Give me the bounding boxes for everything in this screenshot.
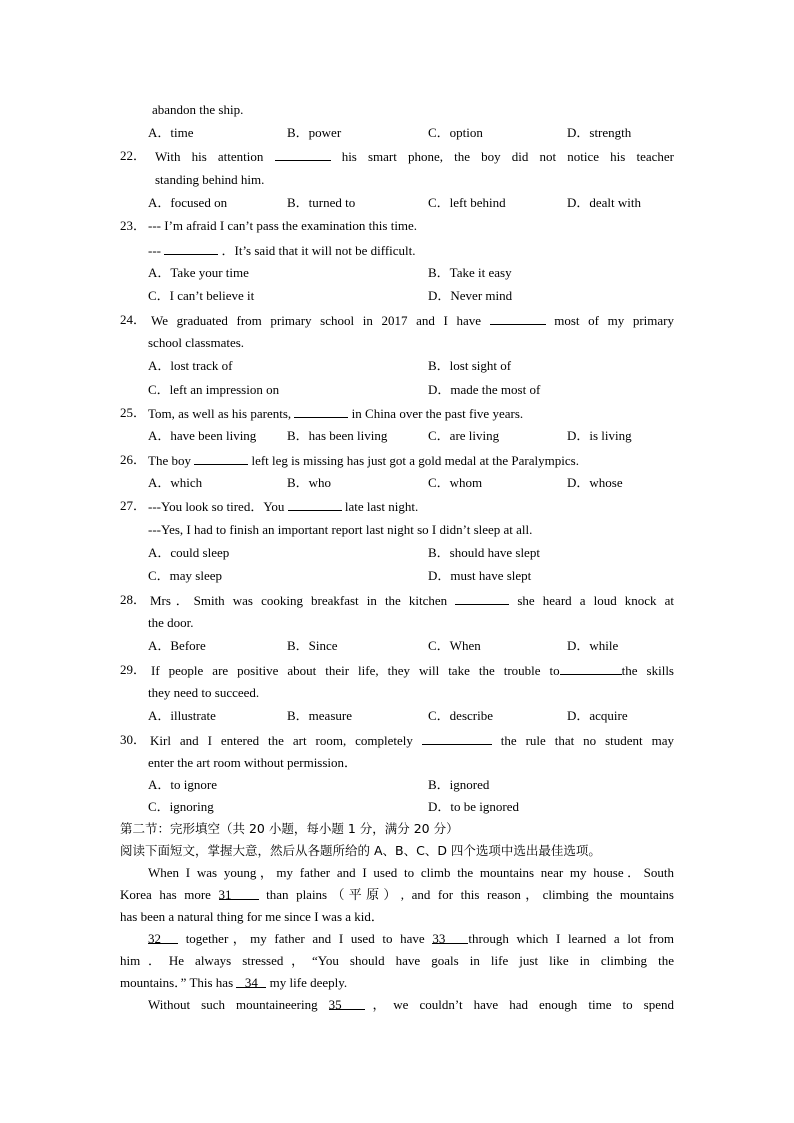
- q21-tail: abandon the ship.: [152, 102, 244, 117]
- q23-option-a: A．Take your time: [148, 265, 249, 280]
- q30-option-a: A．to ignore: [148, 777, 217, 792]
- q30-option-b: B．ignored: [428, 777, 490, 792]
- blank-33: 33: [432, 931, 468, 944]
- q28-option-b: B．Since: [287, 638, 338, 653]
- q23-line2: --- ．It’s said that it will not be difficult.: [148, 243, 416, 258]
- q25-blank: [294, 405, 348, 418]
- q23-blank: [164, 242, 218, 255]
- q30-option-c: C．ignoring: [148, 799, 214, 814]
- q26-option-b: B．who: [287, 475, 332, 490]
- q21-option-b: B．power: [287, 125, 342, 140]
- q22-blank: [275, 148, 331, 161]
- q24-blank: [490, 312, 546, 325]
- q23-option-b: B．Take it easy: [428, 265, 512, 280]
- q27-option-a: A．could sleep: [148, 545, 230, 560]
- q26-blank: [194, 452, 248, 465]
- passage-p3-line1: Without such mountaineering 35 ，we couldn’t have had enough time to spend: [148, 997, 674, 1012]
- q24-option-d: D．made the most of: [428, 382, 541, 397]
- q21-option-a: A．time: [148, 125, 194, 140]
- q26-option-a: A．which: [148, 475, 203, 490]
- q26-number: 26．: [120, 452, 147, 467]
- q22-option-a: A．focused on: [148, 195, 228, 210]
- q28-option-c: C．When: [428, 638, 481, 653]
- q22-option-c: C．left behind: [428, 195, 506, 210]
- q24-option-a: A．lost track of: [148, 358, 233, 373]
- q27-option-c: C．may sleep: [148, 568, 223, 583]
- passage-p1-line3: has been a natural thing for me since I was a kid．: [120, 909, 384, 924]
- passage-p2-line3: mountains．” This has 34 my life deeply.: [120, 975, 348, 990]
- q24-number: 24．: [120, 312, 147, 327]
- q27-blank: [288, 498, 342, 511]
- q29-stem-line2: they need to succeed.: [148, 685, 260, 700]
- q25-option-b: B．has been living: [287, 428, 388, 443]
- q26-option-c: C．whom: [428, 475, 483, 490]
- q25-number: 25．: [120, 405, 147, 420]
- q22-stem-line2: standing behind him.: [155, 172, 265, 187]
- blank-31: 31: [219, 887, 259, 900]
- q29-option-d: D．acquire: [567, 708, 628, 723]
- passage-p1-line1: When I was young，my father and I used to climb the mountains near my house．South: [148, 865, 674, 880]
- q29-number: 29．: [120, 662, 147, 677]
- q24-stem: We graduated from primary school in 2017 and I have most of my primary: [151, 313, 674, 328]
- q23-option-c: C．I can’t believe it: [148, 288, 255, 303]
- q23-option-d: D．Never mind: [428, 288, 513, 303]
- q27-option-d: D．must have slept: [428, 568, 532, 583]
- q24-stem-line2: school classmates.: [148, 335, 245, 350]
- q21-option-c: C．option: [428, 125, 483, 140]
- q28-stem-line2: the door.: [148, 615, 194, 630]
- q30-blank: [422, 732, 492, 745]
- q22-number: 22．: [120, 148, 147, 163]
- q28-blank: [455, 592, 509, 605]
- q27-stem-line2: ---Yes, I had to finish an important report last night so I didn’t sleep at all.: [148, 522, 533, 537]
- q25-option-c: C．are living: [428, 428, 500, 443]
- q22-option-b: B．turned to: [287, 195, 356, 210]
- q29-option-c: C．describe: [428, 708, 493, 723]
- section-heading: 第二节：完形填空（共 20 小题，每小题 1 分，满分 20 分）: [120, 821, 459, 836]
- q22-stem: With his attention his smart phone, the boy did not notice his teacher: [155, 149, 674, 164]
- q22-option-d: D．dealt with: [567, 195, 642, 210]
- q28-stem: Mrs．Smith was cooking breakfast in the kitchen she heard a loud knock at: [150, 593, 674, 608]
- q29-blank: [560, 662, 622, 675]
- q28-number: 28．: [120, 592, 147, 607]
- q23-line1: --- I’m afraid I can’t pass the examination this time.: [148, 218, 418, 233]
- q29-option-a: A．illustrate: [148, 708, 216, 723]
- passage-p1-line2: Korea has more 31 than plains（平原）, and for this reason，climbing the mountains: [120, 887, 674, 902]
- q29-stem: If people are positive about their life, they will take the trouble to the skills: [151, 663, 674, 678]
- q25-option-a: A．have been living: [148, 428, 257, 443]
- q29-option-b: B．measure: [287, 708, 352, 723]
- blank-34: 34: [236, 975, 266, 988]
- q30-number: 30．: [120, 732, 147, 747]
- q23-number: 23．: [120, 218, 147, 233]
- q26-option-d: D．whose: [567, 475, 623, 490]
- q24-option-b: B．lost sight of: [428, 358, 512, 373]
- q26-stem: The boy left leg is missing has just got a gold medal at the Paralympics.: [148, 453, 579, 468]
- q25-stem: Tom, as well as his parents, in China over the past five years.: [148, 406, 524, 421]
- q27-option-b: B．should have slept: [428, 545, 540, 560]
- section-instruction: 阅读下面短文，掌握大意，然后从各题所给的 A、B、C、D 四个选项中选出最佳选项。: [120, 843, 601, 858]
- q27-number: 27．: [120, 498, 147, 513]
- passage-p2-line2: him．He always stressed，“You should have goals in life just like in climbing the: [120, 953, 674, 968]
- q28-option-d: D．while: [567, 638, 619, 653]
- q30-stem: Kirl and I entered the art room, completely the rule that no student may: [150, 733, 674, 748]
- q24-option-c: C．left an impression on: [148, 382, 280, 397]
- q28-option-a: A．Before: [148, 638, 206, 653]
- passage-p2-line1: 32 together，my father and I used to have 33 through which I learned a lot from: [148, 931, 674, 946]
- q30-stem-line2: enter the art room without permission．: [148, 755, 358, 770]
- q21-option-d: D．strength: [567, 125, 632, 140]
- q27-stem: ---You look so tired．You late last night.: [148, 499, 419, 514]
- q30-option-d: D．to be ignored: [428, 799, 519, 814]
- blank-35: 35: [329, 997, 365, 1010]
- blank-32: 32: [148, 931, 178, 944]
- q25-option-d: D．is living: [567, 428, 632, 443]
